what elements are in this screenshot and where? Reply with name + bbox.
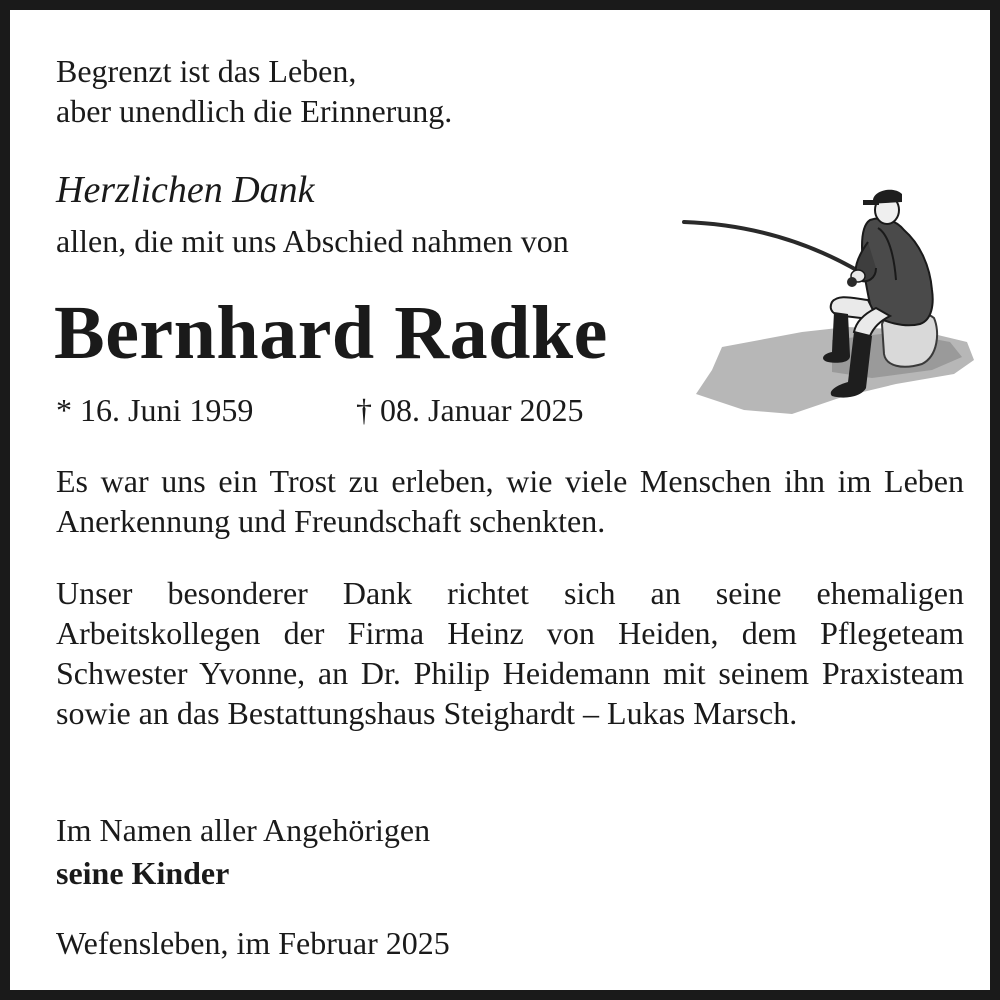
life-dates [56, 390, 584, 430]
thanks-subline: allen, die mit uns Abschied nahmen von [56, 223, 569, 259]
quote-line-2: aber unendlich die Erinnerung. [56, 93, 453, 129]
thanks-heading: Herzlichen Dank [56, 169, 315, 211]
paragraph-acknowledgements: Unser besonderer Dank richtet sich an seine ehemaligen Arbeitskollegen der Firma Heinz von Heiden, dem Pflegeteam Schwester Yvonne, an Dr. Philip Heidemann mit seinem Praxisteam sowie an das Bestattungshaus Steighardt – Lukas Marsch. [56, 575, 964, 731]
memorial-quote [56, 51, 452, 131]
quote-line-1: Begrenzt ist das Leben, [56, 53, 357, 89]
signature-intro: Im Namen aller Angehörigen [56, 812, 431, 848]
death-date: † 08. Januar 2025 [356, 392, 584, 428]
paragraph-comfort: Es war uns ein Trost zu erleben, wie viele Menschen ihn im Leben Anerkennung und Freundschaft schenkten. [56, 463, 964, 539]
deceased-name: Bernhard Radke [54, 291, 608, 375]
signature: seine Kinder [56, 855, 230, 891]
fisherman-icon [682, 182, 978, 420]
birth-date: * 16. Juni 1959 [56, 392, 254, 428]
place-and-date: Wefensleben, im Februar 2025 [56, 925, 450, 961]
